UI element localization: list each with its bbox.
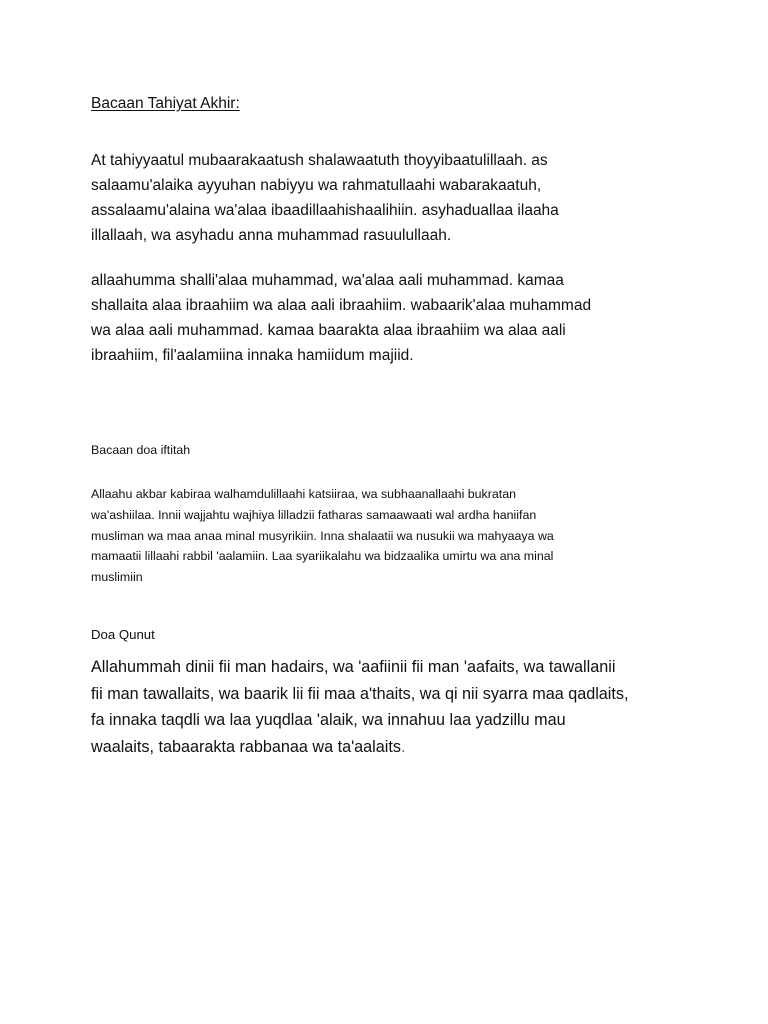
text-line: At tahiyyaatul mubaarakaatush shalawaatuth thoyyibaatulillaah. as	[91, 152, 548, 169]
text-line: muslimiin	[91, 570, 143, 585]
text-line: fa innaka taqdli wa laa yuqdlaa 'alaik, wa innahuu laa yadzillu mau	[91, 711, 566, 730]
tahiyat-paragraph-1	[91, 148, 691, 248]
text-line: mamaatii lillaahi rabbil 'aalamiin. Laa syariikalahu wa bidzaalika umirtu wa ana minal	[91, 549, 554, 564]
text-line: shallaita alaa ibraahiim wa alaa aali ibraahiim. wabaarik'alaa muhammad	[91, 297, 592, 314]
text-line: fii man tawallaits, wa baarik lii fii maa a'thaits, wa qi nii syarra maa qadlaits,	[91, 684, 629, 703]
text-line-last	[91, 734, 711, 761]
final-period: .	[400, 738, 406, 757]
iftitah-heading: Bacaan doa iftitah	[91, 443, 191, 457]
last-line-text: waalaits, tabaarakta rabbanaa wa ta'aalaits	[91, 738, 401, 757]
qunut-heading: Doa Qunut	[91, 627, 155, 642]
qunut-paragraph	[91, 654, 711, 761]
text-line: salaamu'alaika ayyuhan nabiyyu wa rahmatullaahi wabarakaatuh,	[91, 177, 542, 194]
text-line: Allaahu akbar kabiraa walhamdulillaahi katsiiraa, wa subhaanallaahi bukratan	[91, 487, 516, 501]
text-line: wa'ashiilaa. Innii wajjahtu wajhiya lilladzii fatharas samaawaati wal ardha haniifan	[91, 507, 537, 522]
text-line: wa alaa aali muhammad. kamaa baarakta alaa ibraahiim wa alaa aali	[91, 322, 566, 339]
tahiyat-heading: Bacaan Tahiyat Akhir:	[91, 95, 240, 112]
tahiyat-paragraph-2	[91, 268, 691, 368]
text-line: assalaamu'alaina wa'alaa ibaadillaahishaalihiin. asyhaduallaa ilaaha	[91, 202, 559, 219]
text-line: musliman wa maa anaa minal musyrikiin. Inna shalaatii wa nusukii wa mahyaaya wa	[91, 528, 554, 543]
text-line: allaahumma shalli'alaa muhammad, wa'alaa aali muhammad. kamaa	[91, 272, 564, 289]
text-line: ibraahiim, fil'aalamiina innaka hamiidum majiid.	[91, 347, 414, 364]
iftitah-paragraph	[91, 484, 691, 588]
text-line: Allahummah dinii fii man hadairs, wa 'aafiinii fii man 'aafaits, wa tawallanii	[91, 658, 616, 676]
text-line: illallaah, wa asyhadu anna muhammad rasuulullaah.	[91, 227, 452, 244]
